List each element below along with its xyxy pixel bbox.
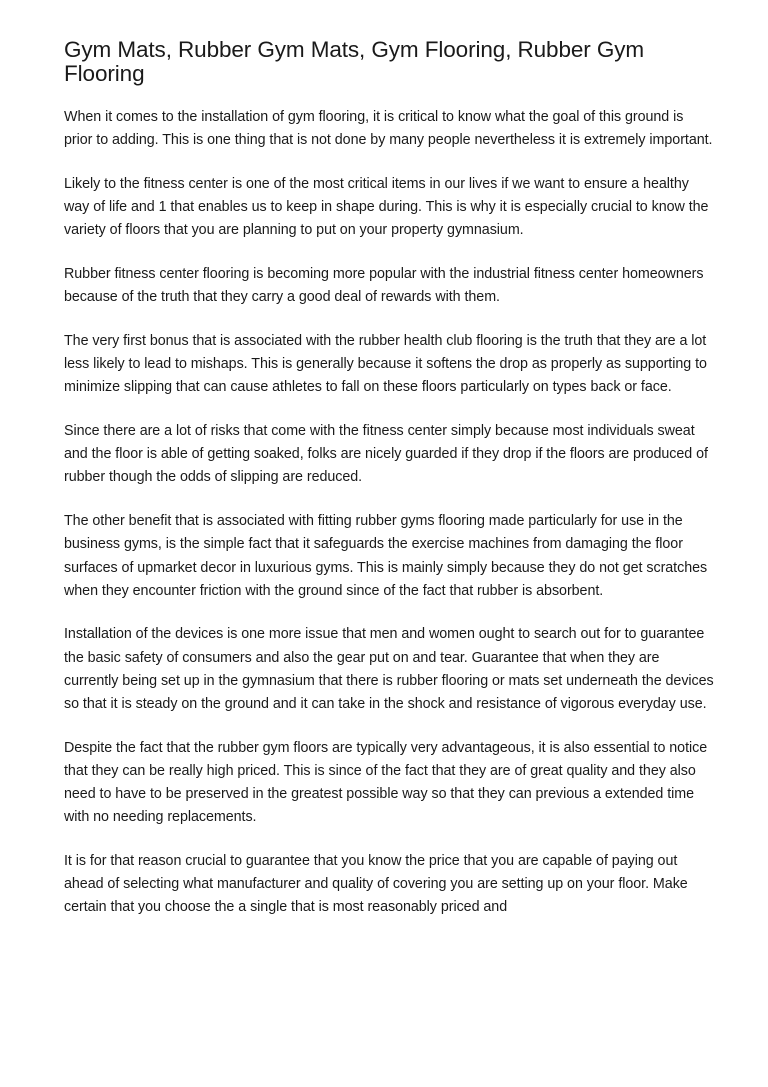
document-title: Gym Mats, Rubber Gym Mats, Gym Flooring, Rubber Gym Flooring (64, 37, 645, 86)
paragraph-3: Rubber fitness center flooring is becoming more popular with the industrial fitness center homeowners because of the truth that they carry a good deal of rewards with them. (64, 266, 704, 306)
paragraph-6: The other benefit that is associated with fitting rubber gyms flooring made particularly for use in the business gyms, is the simple fact that it safeguards the exercise machines from damaging the floor surfaces of upmarket decor in luxurious gyms. This is mainly simply because they do not get scratches when they encounter friction with the ground since of the fact that rubber is absorbent. (64, 513, 708, 599)
paragraph-7: Installation of the devices is one more issue that men and women ought to search out for to guarantee the basic safety of consumers and also the gear put on and tear. Guarantee that when they are currently being set up in the gymnasium that there is rubber flooring or mats set underneath the devices so that it is steady on the ground and it can take in the shock and resistance of vigorous everyday use. (64, 626, 714, 713)
paragraph-5: Since there are a lot of risks that come with the fitness center simply because most individuals sweat and the floor is able of getting soaked, folks are nicely guarded if they drop if the floors are produced of rubber though the odds of slipping are reduced. (64, 423, 708, 486)
paragraph-9: It is for that reason crucial to guarantee that you know the price that you are capable of paying out ahead of selecting what manufacturer and quality of covering you are setting up on your floor. Make certain that you choose the a single that is most reasonably priced and (64, 853, 688, 916)
paragraph-8: Despite the fact that the rubber gym floors are typically very advantageous, it is also essential to notice that they can be really high priced. This is since of the fact that they are of great quality and they also need to have to be preserved in the greatest possible way so that they can previous a extended time with no needing replacements. (64, 739, 708, 826)
paragraph-4: The very first bonus that is associated with the rubber health club flooring is the truth that they are a lot less likely to lead to mishaps. This is generally because it softens the drop as properly as supporting to minimize slipping that can cause athletes to fall on these floors particularly on types back or face. (64, 332, 707, 396)
document-page (64, 38, 714, 940)
paragraph-2: Likely to the fitness center is one of the most critical items in our lives if we want to ensure a healthy way of life and 1 that enables us to keep in shape during. This is why it is especially crucial to know the variety of floors that you are planning to put on your property gymnasium. (64, 175, 709, 239)
paragraph-1: When it comes to the installation of gym flooring, it is critical to know what the goal of this ground is prior to adding. This is one thing that is not done by many people nevertheless it is extremely important. (64, 109, 713, 149)
